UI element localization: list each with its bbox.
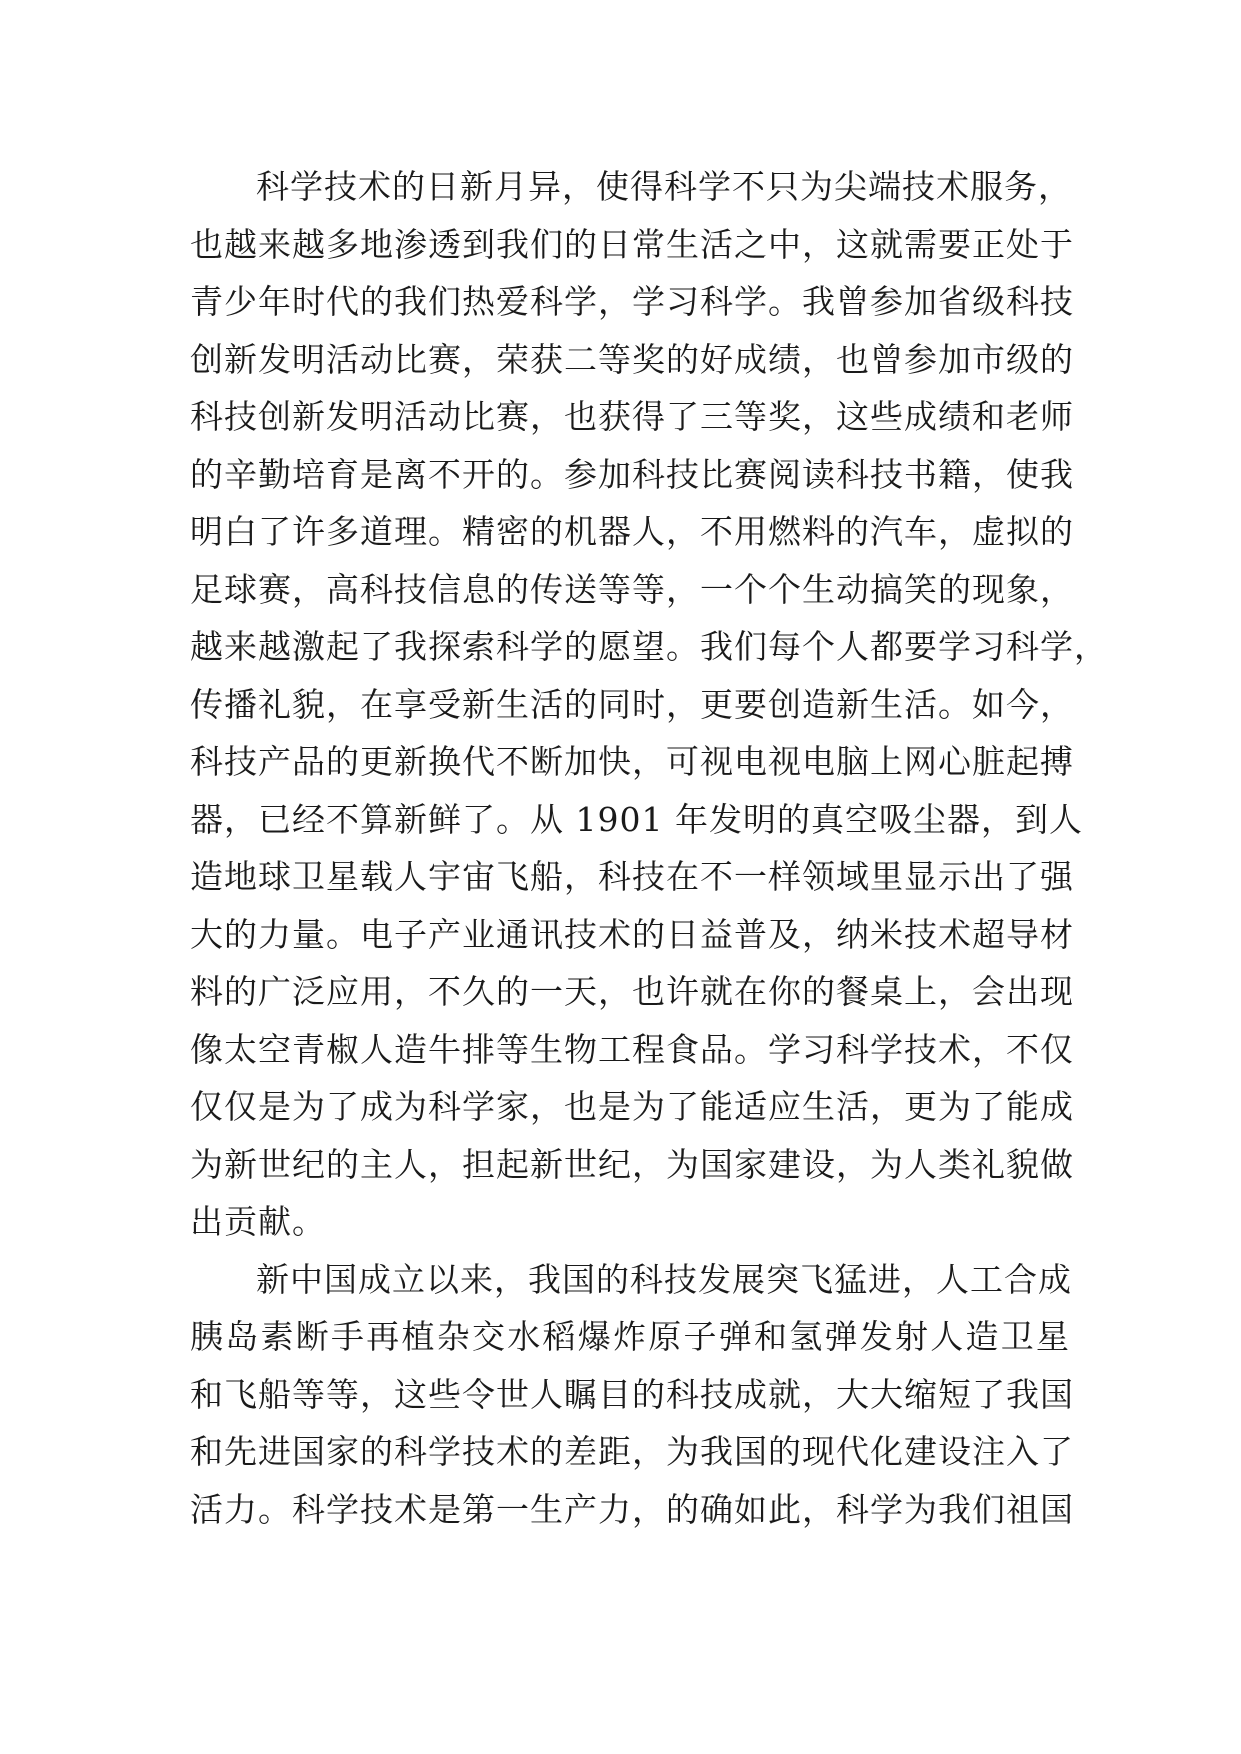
text-line: 造地球卫星载人宇宙飞船，科技在不一样领域里显示出了强 <box>190 857 1074 896</box>
text-line: 传播礼貌，在享受新生活的同时，更要创造新生活。如今， <box>190 684 1074 724</box>
text-line: 科技创新发明活动比赛，也获得了三等奖，这些成绩和老师 <box>190 397 1074 436</box>
text-line: 料的广泛应用，不久的一天，也许就在你的餐桌上，会出现 <box>190 972 1074 1011</box>
text-line: 仅仅是为了成为科学家，也是为了能适应生活，更为了能成 <box>190 1087 1074 1126</box>
text-line: 新中国成立以来，我国的科技发展突飞猛进，人工合成 <box>256 1259 1072 1299</box>
text-line: 越来越激起了我探索科学的愿望。我们每个人都要学习科学， <box>190 627 1108 666</box>
text-line: 创新发明活动比赛，荣获二等奖的好成绩，也曾参加市级的 <box>190 339 1074 379</box>
text-line: 和飞船等等，这些令世人瞩目的科技成就，大大缩短了我国 <box>190 1374 1074 1414</box>
text-line: 科学技术的日新月异，使得科学不只为尖端技术服务， <box>256 167 1072 206</box>
text-line: 为新世纪的主人，担起新世纪，为国家建设，为人类礼貌做 <box>190 1144 1074 1184</box>
text-line: 胰岛素断手再植杂交水稻爆炸原子弹和氢弹发射人造卫星 <box>190 1317 1070 1356</box>
text-line: 器，已经不算新鲜了。从 1901 年发明的真空吸尘器，到人 <box>190 799 1083 839</box>
text-line: 足球赛，高科技信息的传送等等，一个个生动搞笑的现象， <box>190 569 1074 609</box>
text-line: 出贡献。 <box>190 1202 326 1241</box>
body-text <box>190 158 1108 1538</box>
text-line: 像太空青椒人造牛排等生物工程食品。学习科学技术，不仅 <box>190 1029 1074 1069</box>
text-line: 活力。科学技术是第一生产力，的确如此，科学为我们祖国 <box>190 1489 1074 1529</box>
paragraph-2 <box>190 1251 1074 1539</box>
text-line: 大的力量。电子产业通讯技术的日益普及，纳米技术超导材 <box>190 914 1074 954</box>
text-line: 的辛勤培育是离不开的。参加科技比赛阅读科技书籍，使我 <box>190 454 1074 494</box>
text-line: 明白了许多道理。精密的机器人，不用燃料的汽车，虚拟的 <box>190 512 1074 551</box>
text-line: 青少年时代的我们热爱科学，学习科学。我曾参加省级科技 <box>190 282 1074 321</box>
paragraph-1 <box>190 158 1108 1251</box>
text-line: 也越来越多地渗透到我们的日常生活之中，这就需要正处于 <box>190 224 1074 264</box>
text-line: 科技产品的更新换代不断加快，可视电视电脑上网心脏起搏 <box>190 742 1074 781</box>
text-line: 和先进国家的科学技术的差距，为我国的现代化建设注入了 <box>190 1432 1074 1471</box>
